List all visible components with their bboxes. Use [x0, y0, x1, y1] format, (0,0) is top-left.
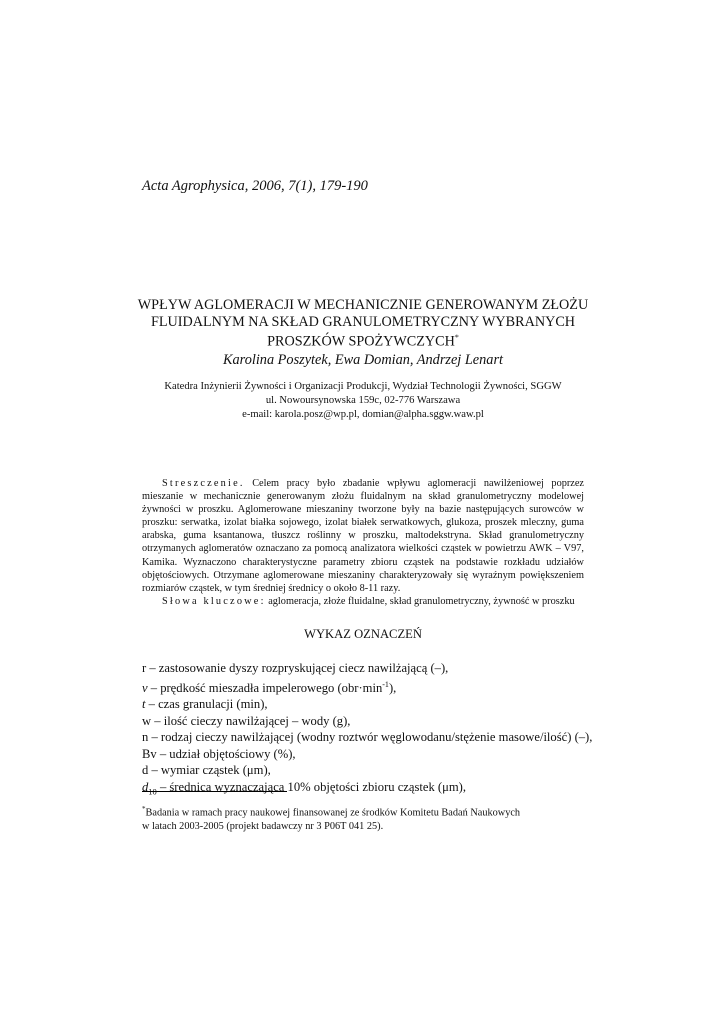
symbol-description: – udział objętościowy (%),: [156, 746, 296, 761]
symbol: t: [142, 697, 146, 712]
title-footnote-marker: *: [454, 333, 459, 342]
keywords: [142, 595, 584, 608]
symbol-description: – wymiar cząstek (μm),: [148, 763, 271, 778]
affiliation-email: e-mail: karola.posz@wp.pl, domian@alpha.sggw.waw.pl: [242, 409, 484, 420]
symbol-row: [142, 762, 602, 779]
title-line-1: WPŁYW AGLOMERACJI W MECHANICZNIE GENEROWANYM ZŁOŻU: [137, 297, 589, 313]
symbol: d: [142, 763, 149, 778]
title-line-3-text: PROSZKÓW SPOŻYWCZYCH: [267, 333, 455, 350]
keywords-label: Słowa kluczowe:: [162, 595, 266, 607]
footnote-marker: *: [142, 805, 146, 813]
symbol-row: [142, 696, 602, 713]
symbol-description: – prędkość mieszadła impelerowego (obr·min: [147, 680, 383, 695]
symbol: v: [142, 680, 148, 695]
symbol-row: [142, 660, 602, 677]
symbol-description: – średnica wyznaczająca 10% objętości zbioru cząstek (μm),: [156, 779, 467, 794]
affiliation: [130, 380, 596, 422]
footnote-line-2: w latach 2003-2005 (projekt badawczy nr 3 P06T 041 25).: [142, 820, 384, 832]
abstract-label: Streszczenie.: [162, 478, 245, 489]
title-line-3: [130, 330, 596, 350]
symbol-row: [142, 729, 602, 746]
symbol-subscript: 10: [148, 786, 157, 797]
symbol-row: [142, 713, 602, 730]
footnote-text-1: Badania w ramach pracy naukowej finansowanej ze środków Komitetu Badań Naukowych: [145, 807, 521, 819]
affiliation-line-1: Katedra Inżynierii Żywności i Organizacji Produkcji, Wydział Technologii Żywności, SGGW: [164, 381, 562, 392]
symbol: d: [142, 779, 149, 794]
affiliation-address: ul. Nowoursynowska 159c, 02-776 Warszawa: [265, 395, 461, 406]
abstract-text: Celem pracy było zbadanie wpływu aglomeracji nawilżeniowej poprzez mieszanie w mechanicznie generowanym złożu fluidalnym na skład granulometryczny modelowej żywności w proszku. Aglomerowane mieszaniny tworzone były na bazie następujących surowców w proszku: serwatka, izolat białka sojowego, izolat białek serwatkowych, glukoza, proszek mleczny, guma arabska, guma ksantanowa, tłuszcz roślinny w proszku, maltodekstryna. Skład granulometryczny otrzymanych aglomeratów oznaczano za pomocą analizatora wielkości cząstek w powietrzu AWK – V97, Kamika. Wyznaczono charakterystyczne parametry zbioru cząstek na podstawie rozkładu udziałów objętościowych. Otrzymane aglomerowane mieszaniny charakteryzowały się wyraźnym powiększeniem rozmiarów cząstek, w tym średniej średnicy o około 8-11 razy.: [142, 478, 585, 594]
symbol-description: – rodzaj cieczy nawilżającej (wodny roztwór węglowodanu/stężenie masowe/ilość) (–),: [148, 730, 593, 745]
journal-citation: Acta Agrophysica, 2006, 7(1), 179-190: [142, 178, 368, 194]
symbol-description: – ilość cieczy nawilżającej – wody (g),: [151, 713, 351, 728]
keywords-text: aglomeracja, złoże fluidalne, skład granulometryczny, żywność w proszku: [268, 595, 575, 607]
symbol-row: [142, 677, 602, 697]
symbol: n: [142, 730, 149, 745]
abstract: [142, 477, 584, 608]
symbol-row: [142, 779, 602, 800]
footnote-line-1: [142, 803, 582, 820]
title-line-2: FLUIDALNYM NA SKŁAD GRANULOMETRYCZNY WYBRANYCH: [150, 313, 576, 330]
paper-title: [130, 297, 596, 350]
symbol: r: [142, 661, 147, 675]
symbol-description-end: ),: [388, 680, 397, 695]
abstract-body: [142, 477, 584, 595]
symbol: Bv: [142, 746, 157, 761]
symbol-description: – zastosowanie dyszy rozpryskującej ciecz nawilżającą (–),: [146, 661, 449, 675]
symbol-unit-exponent: -1: [382, 679, 389, 689]
symbol: w: [142, 713, 152, 728]
authors: Karolina Poszytek, Ewa Domian, Andrzej Lenart: [223, 352, 503, 368]
footnote: [142, 803, 582, 833]
symbol-description: – czas granulacji (min),: [145, 697, 268, 712]
symbols-list: [142, 660, 602, 800]
footnote-divider: [142, 791, 287, 792]
symbols-heading: WYKAZ OZNACZEŃ: [304, 627, 422, 641]
symbol-row: [142, 746, 602, 763]
